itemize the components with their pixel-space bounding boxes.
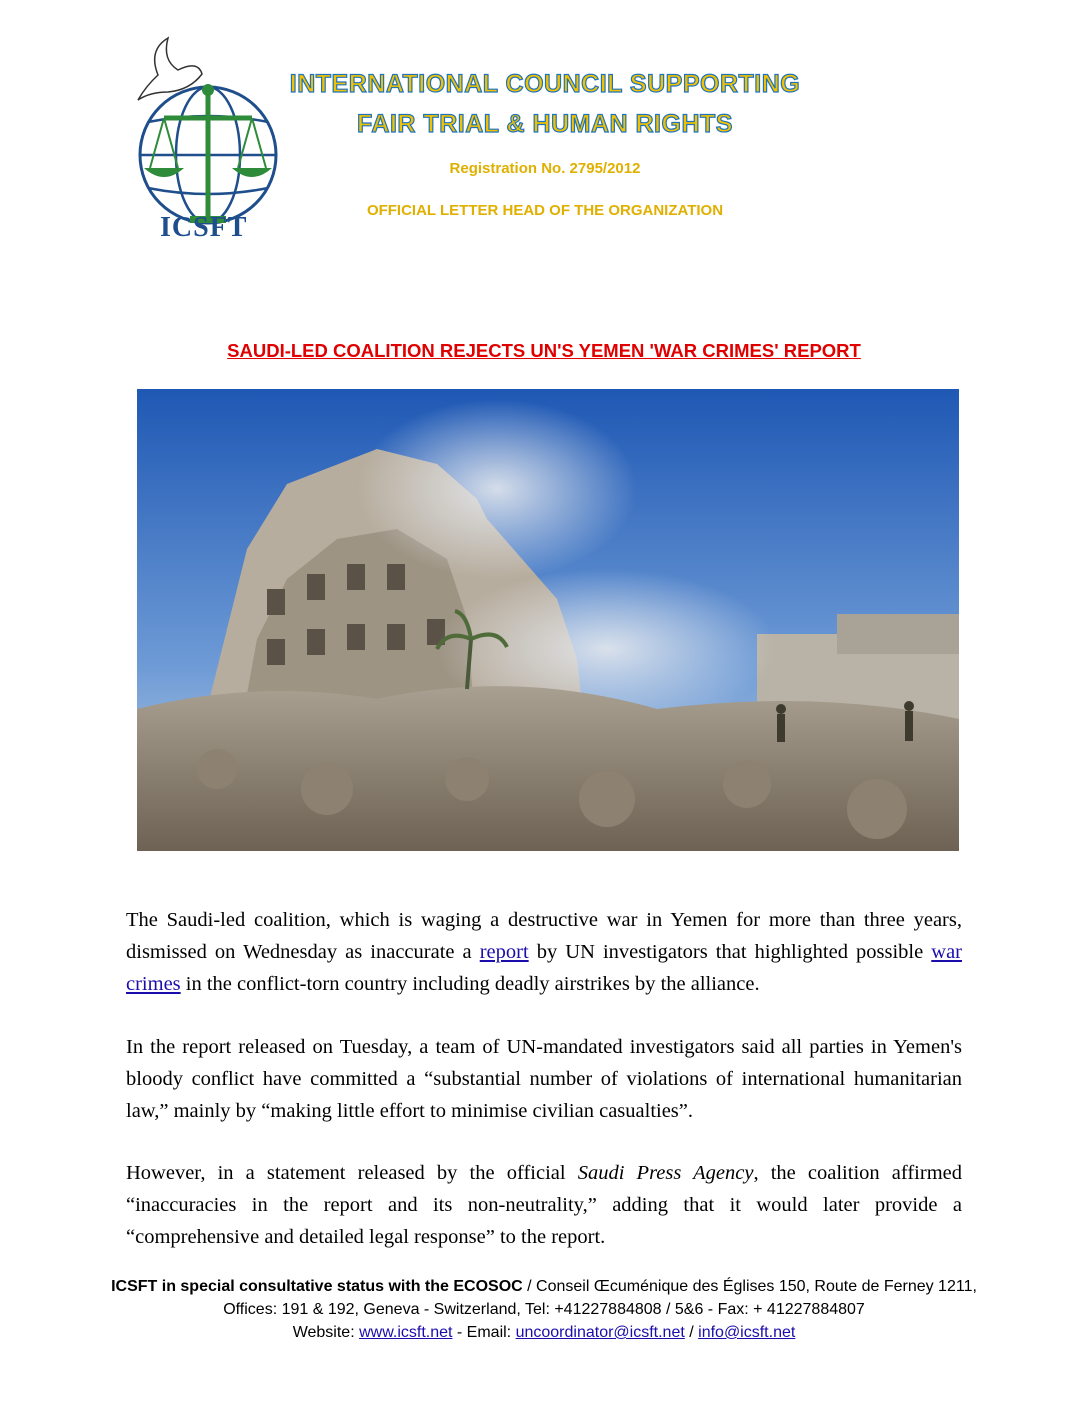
footer-email-label: - Email:: [452, 1324, 516, 1341]
letterhead-footer: [110, 1275, 978, 1344]
paragraph-1-text-a: The Saudi-led coalition, which is waging a destructive war in Yemen for more than three years, dismissed on Wednesday as inaccurate a: [126, 909, 962, 963]
logo-acronym: ICSFT: [160, 212, 248, 243]
paragraph-3-text-a: However, in a statement released by the official: [126, 1162, 578, 1184]
report-link[interactable]: report: [479, 941, 529, 963]
coordinator-email-link[interactable]: uncoordinator@icsft.net: [515, 1324, 685, 1341]
paragraph-3-text-b: , the coalition affirmed “inaccuracies in the report and its non-neutrality,” adding that it would later provide a “comprehensive and detailed legal response” to the report.: [126, 1162, 962, 1248]
organization-name-line1: INTERNATIONAL COUNCIL SUPPORTING: [289, 70, 801, 98]
paragraph-1-text-c: in the conflict-torn country including deadly airstrikes by the alliance.: [180, 973, 760, 995]
registration-number: Registration No. 2795/2012: [449, 160, 641, 177]
paragraph-1: [126, 904, 962, 1000]
destroyed-building-photo-icon: [137, 389, 959, 851]
article-photo: [137, 389, 959, 851]
agency-name: Saudi Press Agency: [577, 1162, 754, 1184]
footer-status: ICSFT in special consultative status with the ECOSOC: [111, 1278, 523, 1295]
website-link[interactable]: www.icsft.net: [359, 1324, 453, 1341]
info-email-link[interactable]: info@icsft.net: [698, 1324, 796, 1341]
footer-website-label: Website:: [292, 1324, 360, 1341]
article-headline: SAUDI-LED COALITION REJECTS UN'S YEMEN 'WAR CRIMES' REPORT: [227, 340, 861, 361]
organization-name-line2: FAIR TRIAL & HUMAN RIGHTS: [357, 110, 733, 138]
paragraph-3: [126, 1157, 962, 1253]
paragraph-2: In the report released on Tuesday, a team of UN-mandated investigators said all parties in Yemen's bloody conflict have committed a “substantial number of violations of international humanitarian law,” mainly by “making little effort to minimise civilian casualties”.: [126, 1036, 962, 1122]
letterhead-caption: OFFICIAL LETTER HEAD OF THE ORGANIZATION: [366, 202, 724, 219]
footer-separator: /: [684, 1324, 699, 1341]
war-crimes-link[interactable]: war crimes: [126, 941, 962, 995]
footer-address: / Conseil Œcuménique des Églises 150, Route de Ferney 1211, Offices: 191 & 192, Geneva - Switzerland, Tel: +41227884808 / 5&6 - Fax: + 41227884807: [223, 1278, 977, 1318]
paragraph-1-text-b: by UN investigators that highlighted possible: [528, 941, 932, 963]
